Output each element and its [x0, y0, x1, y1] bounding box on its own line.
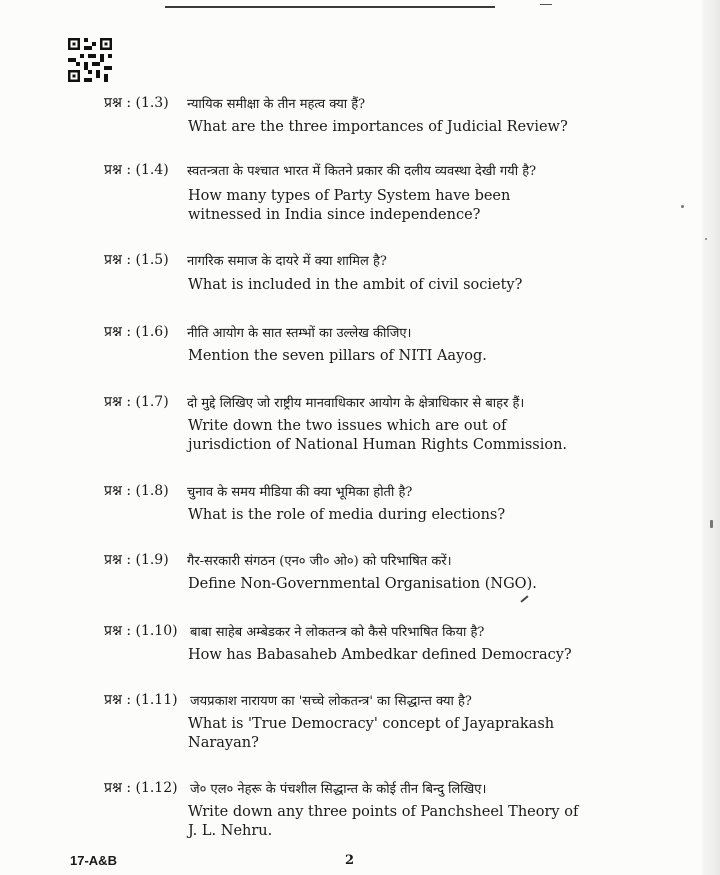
question-english: Write down the two issues which are out of jurisdiction of National Human Rights Commission. [188, 418, 568, 453]
question-english: What is 'True Democracy' concept of Jayaprakash Narayan? [188, 716, 555, 751]
question-label: प्रश्न : (1.5) [104, 252, 169, 268]
question-label: प्रश्न : (1.10) [104, 623, 178, 639]
question-hindi: नागरिक समाज के दायरे में क्या शामिल है? [187, 254, 387, 269]
question-english: What is included in the ambit of civil society? [188, 277, 523, 293]
question-hindi: स्वतन्त्रता के पश्चात भारत में कितने प्रकार की दलीय व्यवस्था देखी गयी है? [187, 164, 537, 179]
question-label: प्रश्न : (1.8) [104, 483, 169, 499]
question-english: How many types of Party System have been witnessed in India since independence? [188, 188, 511, 223]
question-hindi: जयप्रकाश नारायण का 'सच्चे लोकतन्त्र' का सिद्धान्त क्या है? [190, 694, 472, 709]
qr-code-icon [68, 38, 112, 82]
question-label: प्रश्न : (1.9) [104, 552, 169, 568]
question-hindi: चुनाव के समय मीडिया की क्या भूमिका होती है? [187, 485, 413, 500]
question-label: प्रश्न : (1.6) [104, 324, 169, 340]
question-english: How has Babasaheb Ambedkar defined Democracy? [188, 647, 572, 663]
speck [681, 205, 684, 208]
question-label: प्रश्न : (1.12) [104, 780, 178, 796]
question-label: प्रश्न : (1.11) [104, 692, 178, 708]
question-english: What is the role of media during elections? [188, 507, 506, 523]
question-english: Mention the seven pillars of NITI Aayog. [188, 348, 487, 364]
question-hindi: न्यायिक समीक्षा के तीन महत्व क्या हैं? [187, 97, 366, 112]
question-hindi: दो मुद्दे लिखिए जो राष्ट्रीय मानवाधिकार आयोग के क्षेत्राधिकार से बाहर हैं। [187, 396, 525, 411]
top-mark [540, 0, 552, 5]
question-hindi: जे० एल० नेहरू के पंचशील सिद्धान्त के कोई तीन बिन्दु लिखिए। [190, 782, 487, 797]
top-cut-line [165, 0, 495, 8]
page-edge-shadow [702, 0, 720, 875]
speck [710, 520, 713, 528]
question-label: प्रश्न : (1.4) [104, 162, 169, 178]
question-hindi: बाबा साहेब अम्बेडकर ने लोकतन्त्र को कैसे परिभाषित किया है? [190, 625, 485, 640]
speck [705, 238, 707, 240]
paper-code: 17-A&B [70, 853, 117, 868]
page-number: 2 [345, 853, 355, 868]
question-english: Write down any three points of Panchsheel Theory of J. L. Nehru. [188, 804, 579, 839]
question-english: Define Non-Governmental Organisation (NGO). [188, 576, 537, 592]
question-english: What are the three importances of Judicial Review? [188, 119, 568, 135]
pen-mark [520, 595, 528, 602]
question-hindi: नीति आयोग के सात स्तम्भों का उल्लेख कीजिए। [187, 326, 412, 341]
question-hindi: गैर-सरकारी संगठन (एन० जी० ओ०) को परिभाषित करें। [187, 554, 452, 569]
question-label: प्रश्न : (1.7) [104, 394, 169, 410]
question-label: प्रश्न : (1.3) [104, 95, 169, 111]
